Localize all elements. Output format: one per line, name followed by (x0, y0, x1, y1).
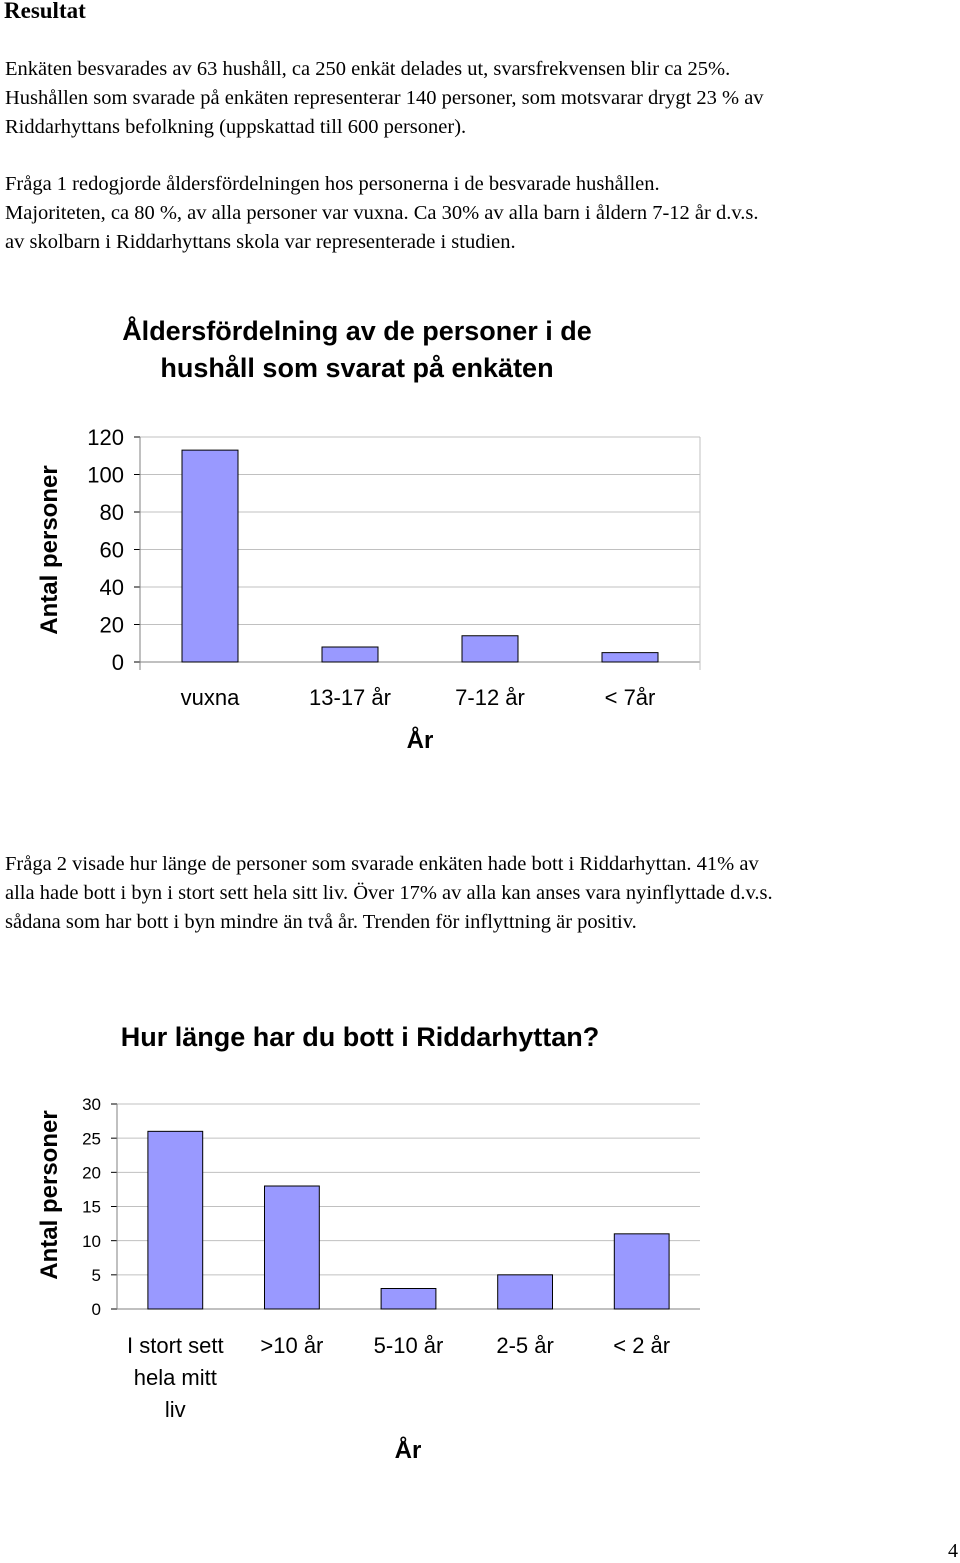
bar (182, 450, 238, 662)
page-number: 4 (948, 1540, 958, 1562)
category-label: < 2 år (613, 1333, 671, 1358)
chart-title: hushåll som svarat på enkäten (160, 353, 554, 383)
category-label: hela mitt (133, 1365, 217, 1390)
y-tick-label: 15 (82, 1197, 101, 1217)
y-tick-label: 60 (99, 537, 124, 563)
bar (498, 1275, 553, 1309)
paragraph-line: av skolbarn i Riddarhyttans skola var representerade i studien. (5, 231, 516, 253)
y-tick-label: 20 (82, 1163, 101, 1183)
bar (148, 1131, 203, 1309)
bar (381, 1289, 436, 1310)
bar (602, 653, 658, 662)
y-tick-label: 10 (82, 1231, 101, 1251)
y-tick-label: 30 (82, 1095, 101, 1115)
bar (614, 1234, 669, 1309)
y-tick-label: 0 (111, 649, 124, 675)
y-tick-label: 20 (99, 612, 124, 638)
paragraph-line: alla hade bott i byn i stort sett hela sitt liv. Över 17% av alla kan anses vara nyinflyttade d.v.s. (5, 882, 773, 904)
paragraph-line: Enkäten besvarades av 63 hushåll, ca 250 enkät delades ut, svarsfrekvensen blir ca 25%. (5, 58, 731, 80)
y-tick-label: 80 (99, 499, 124, 525)
chart-title: Åldersfördelning av de personer i de (122, 316, 592, 346)
category-label: liv (164, 1397, 186, 1422)
y-tick-label: 5 (91, 1265, 101, 1285)
category-label: I stort sett (127, 1333, 224, 1358)
chart-title: Hur länge har du bott i Riddarhyttan? (120, 1022, 600, 1052)
x-axis-title: År (394, 1437, 422, 1464)
y-tick-label: 0 (91, 1300, 101, 1320)
category-label: vuxna (180, 685, 240, 710)
section-heading: Resultat (4, 0, 86, 23)
y-tick-label: 120 (87, 424, 124, 450)
y-tick-label: 25 (82, 1129, 101, 1149)
residence-duration-chart (0, 1005, 960, 1485)
x-axis-title: År (406, 727, 434, 754)
question1-paragraph (5, 170, 758, 257)
paragraph-line: Riddarhyttans befolkning (uppskattad till 600 personer). (5, 116, 467, 138)
paragraph-line: Hushållen som svarade på enkäten representerar 140 personer, som motsvarar drygt 23 % av (5, 87, 764, 109)
category-label: 2-5 år (496, 1333, 554, 1358)
y-tick-label: 40 (99, 574, 124, 600)
category-label: 13-17 år (309, 685, 391, 710)
paragraph-line: Majoriteten, ca 80 %, av alla personer var vuxna. Ca 30% av alla barn i åldern 7-12 år d.v.s. (5, 202, 759, 224)
category-label: 7-12 år (455, 685, 525, 710)
category-label: < 7år (604, 685, 656, 710)
intro-paragraph (5, 55, 764, 142)
y-tick-label: 100 (87, 462, 124, 488)
bar (322, 647, 378, 662)
category-label: >10 år (260, 1333, 324, 1358)
y-axis-title: Antal personer (36, 1110, 63, 1280)
age-distribution-chart (0, 300, 960, 770)
bar (462, 636, 518, 662)
category-label: 5-10 år (373, 1333, 444, 1358)
y-axis-title: Antal personer (36, 465, 63, 635)
paragraph-line: Fråga 2 visade hur länge de personer som svarade enkäten hade bott i Riddarhyttan. 41% av (5, 853, 759, 875)
bar (264, 1186, 319, 1309)
question2-paragraph (5, 850, 773, 937)
paragraph-line: sådana som har bott i byn mindre än två år. Trenden för inflyttning är positiv. (5, 911, 637, 933)
paragraph-line: Fråga 1 redogjorde åldersfördelningen hos personerna i de besvarade hushållen. (5, 173, 660, 195)
